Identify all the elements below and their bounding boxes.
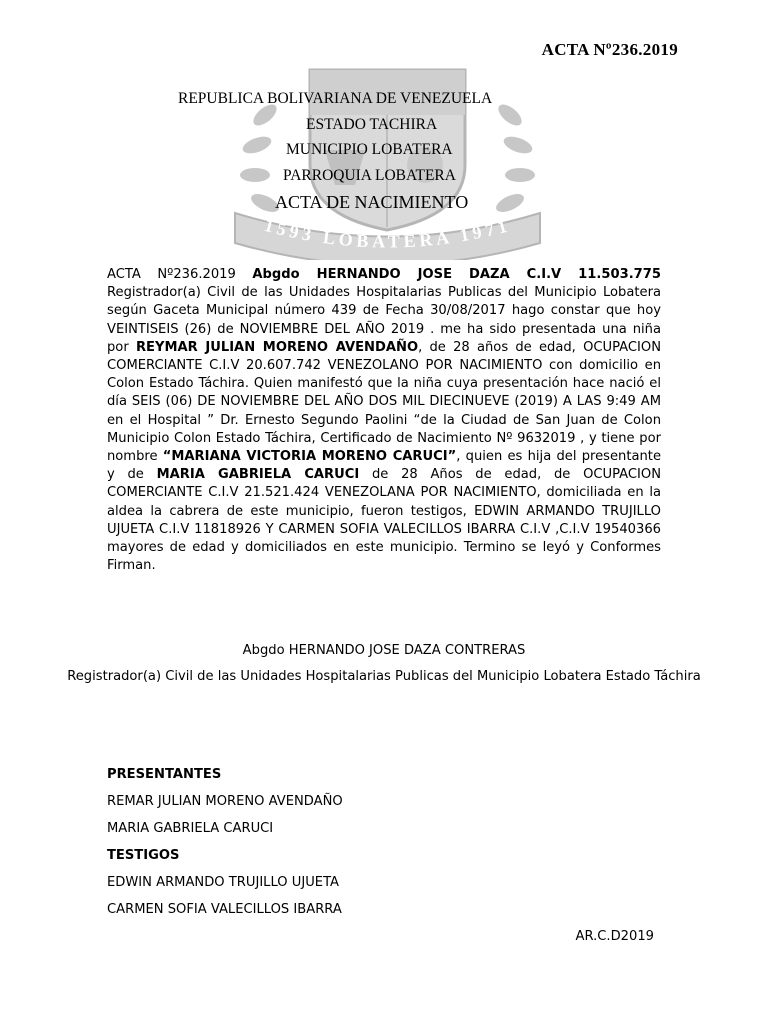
- body-segment: Registrador(a) Civil de las Unidades Hospitalarias Publicas del Municipio Lobatera según Gaceta Municipal número 439 de Fecha 30/08/2017 hago constar que hoy VEINTISEIS (26) de NOVIEMBRE DEL AÑO 2019 . me ha sido presentada una niña por: [107, 285, 661, 355]
- document-title: ACTA DE NACIMIENTO: [275, 192, 469, 212]
- crest-year-right: 1971: [458, 214, 513, 246]
- footer-code: AR.C.D2019: [575, 929, 654, 944]
- body-segment: , de 28 años de edad, OCUPACION COMERCIANTE C.I.V 20.607.742 VENEZOLANO POR NACIMIENTO con domicilio en Colon Estado Táchira. Quien manifestó que la niña cuya presentación hace nació el día SEIS (06) DE NOVIEMBRE DEL AÑO DOS MIL DIECINUEVE (2019) A LAS 9:49 AM en el Hospital ” Dr. Ernesto Segundo Paolini “de la Ciudad de San Juan de Colon Municipio Colon Estado Táchira, Certificado de Nacimiento Nº 9632019 , y tiene por nombre: [107, 339, 662, 465]
- testigo-name: EDWIN ARMANDO TRUJILLO UJUETA: [107, 875, 340, 890]
- crest-year-left: 1593: [262, 214, 317, 246]
- acta-body-paragraph: [107, 266, 661, 575]
- presentante-name: REMAR JULIAN MORENO AVENDAÑO: [107, 794, 343, 809]
- crest-text: LOBATERA: [321, 226, 454, 252]
- presentantes-heading: PRESENTANTES: [107, 767, 222, 782]
- child-name-bold: “MARIANA VICTORIA MORENO CARUCI”: [162, 449, 457, 465]
- body-segment: de 28 Años de edad, de OCUPACION COMERCIANTE C.I.V 21.521.424 VENEZOLANA POR NACIMIENTO, domiciliada en la aldea la cabrera de este municipio, fueron testigos, EDWIN ARMANDO TRUJILLO UJUETA C.I.V 11818926 Y CARMEN SOFIA VALECILLOS IBARRA C.I.V ,C.I.V 19540366 mayores de edad y domiciliados en este municipio. Termino se leyó y Conformes Firman.: [107, 467, 661, 574]
- testigo-name: CARMEN SOFIA VALECILLOS IBARRA: [107, 902, 342, 917]
- father-name-bold: REYMAR JULIAN MORENO AVENDAÑO: [135, 339, 419, 355]
- body-segment: ACTA Nº236.2019: [107, 267, 253, 282]
- acta-number-header: ACTA Nº236.2019: [541, 40, 678, 59]
- testigos-heading: TESTIGOS: [107, 848, 180, 863]
- registrar-bold: Abgdo HERNANDO JOSE DAZA C.I.V 11.503.775: [252, 267, 661, 282]
- mother-name-bold: MARIA GABRIELA CARUCI: [156, 467, 360, 483]
- header-state: ESTADO TACHIRA: [306, 116, 438, 133]
- presentante-name: MARIA GABRIELA CARUCI: [107, 821, 274, 836]
- signature-name: Abgdo HERNANDO JOSE DAZA CONTRERAS: [242, 643, 526, 658]
- header-municipality: MUNICIPIO LOBATERA: [286, 141, 453, 158]
- body-segment: , quien es hija del presentante y de: [107, 449, 661, 483]
- signature-role: Registrador(a) Civil de las Unidades Hospitalarias Publicas del Municipio Lobatera Estado Táchira: [67, 669, 701, 684]
- header-republic: REPUBLICA BOLIVARIANA DE VENEZUELA: [178, 90, 493, 107]
- header-parish: PARROQUIA LOBATERA: [283, 167, 456, 184]
